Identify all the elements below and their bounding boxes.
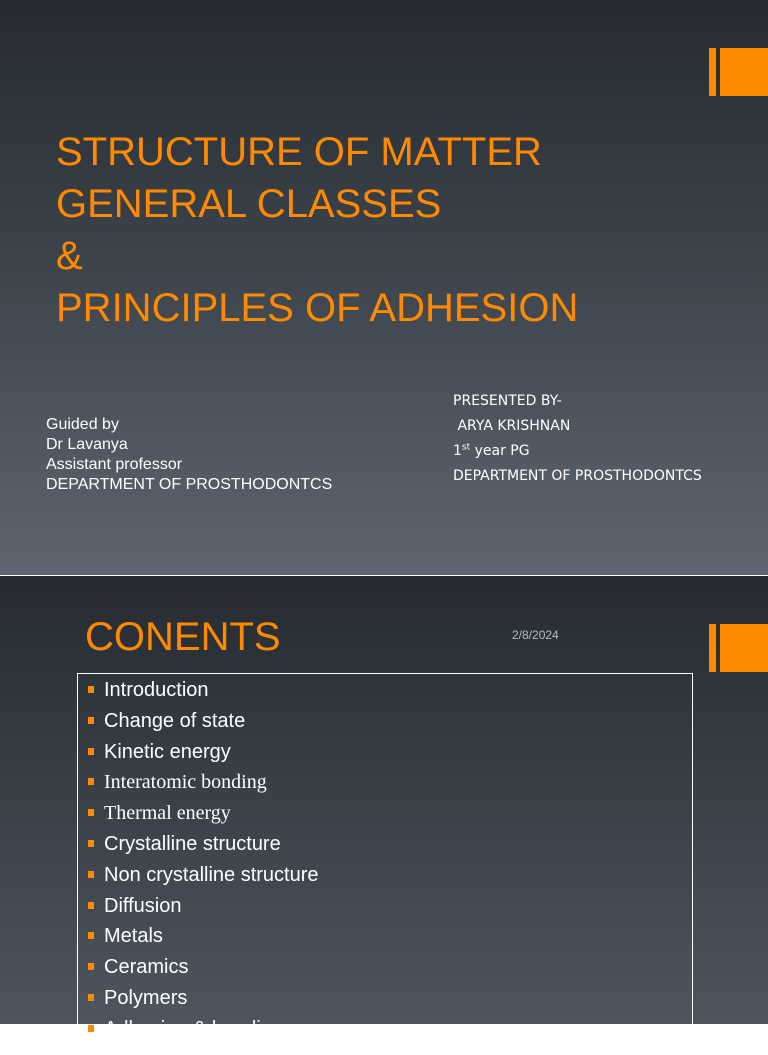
list-item-label: Introduction [104,679,209,701]
list-item-label: Change of state [104,709,246,732]
presenter-year [453,439,702,464]
bullet-icon [88,778,94,785]
list-item-label: Polymers [104,986,188,1009]
accent-bar-wide [720,624,768,672]
accent-bar-thin [709,48,716,96]
list-item-label: Crystalline structure [104,832,281,855]
contents-box [77,673,693,1055]
list-item-label: Adhesion & bonding [104,1017,284,1040]
guide-name: Dr Lavanya [46,436,128,453]
accent-bar-thin [709,624,716,672]
list-item-label: Kinetic energy [104,740,231,763]
list-item-label: Diffusion [104,894,182,917]
bullet-icon [88,963,94,970]
presenter-department: DEPARTMENT OF PROSTHODONTCS [453,468,702,484]
accent-bar-wide [720,48,768,96]
presented-by-block [453,389,702,489]
bullet-icon [88,840,94,847]
slide-title [56,126,578,334]
bullet-icon [88,686,94,693]
title-line: & [56,234,83,278]
bullet-icon [88,717,94,724]
presented-by-label: PRESENTED BY- [453,393,562,409]
list-item-label: Interatomic bonding [104,771,267,794]
list-item-label: Ceramics [104,956,189,979]
bullet-icon [88,994,94,1001]
list-item-label: Metals [104,925,163,948]
title-line: PRINCIPLES OF ADHESION [56,286,579,330]
bullet-icon [88,809,94,816]
slide-date: 2/8/2024 [512,628,559,642]
presenter-name: ARYA KRISHNAN [453,418,571,434]
title-line: GENERAL CLASSES [56,182,442,226]
contents-title: CONENTS [85,615,281,659]
bullet-icon [88,932,94,939]
guide-department: DEPARTMENT OF PROSTHODONTCS [46,476,333,493]
year-suffix: st [461,442,471,453]
list-item-label: Thermal energy [104,802,231,825]
list-item-label: Non crystalline structure [104,863,319,886]
guide-designation: Assistant professor [46,456,183,473]
bullet-icon [88,748,94,755]
title-line: STRUCTURE OF MATTER [56,130,542,174]
year-number: 1 [453,443,462,459]
bullet-icon [88,1025,94,1032]
year-rest: year PG [470,443,530,459]
guided-by-block [46,415,332,495]
guided-by-label: Guided by [46,416,119,433]
bullet-icon [88,871,94,878]
bullet-icon [88,902,94,909]
